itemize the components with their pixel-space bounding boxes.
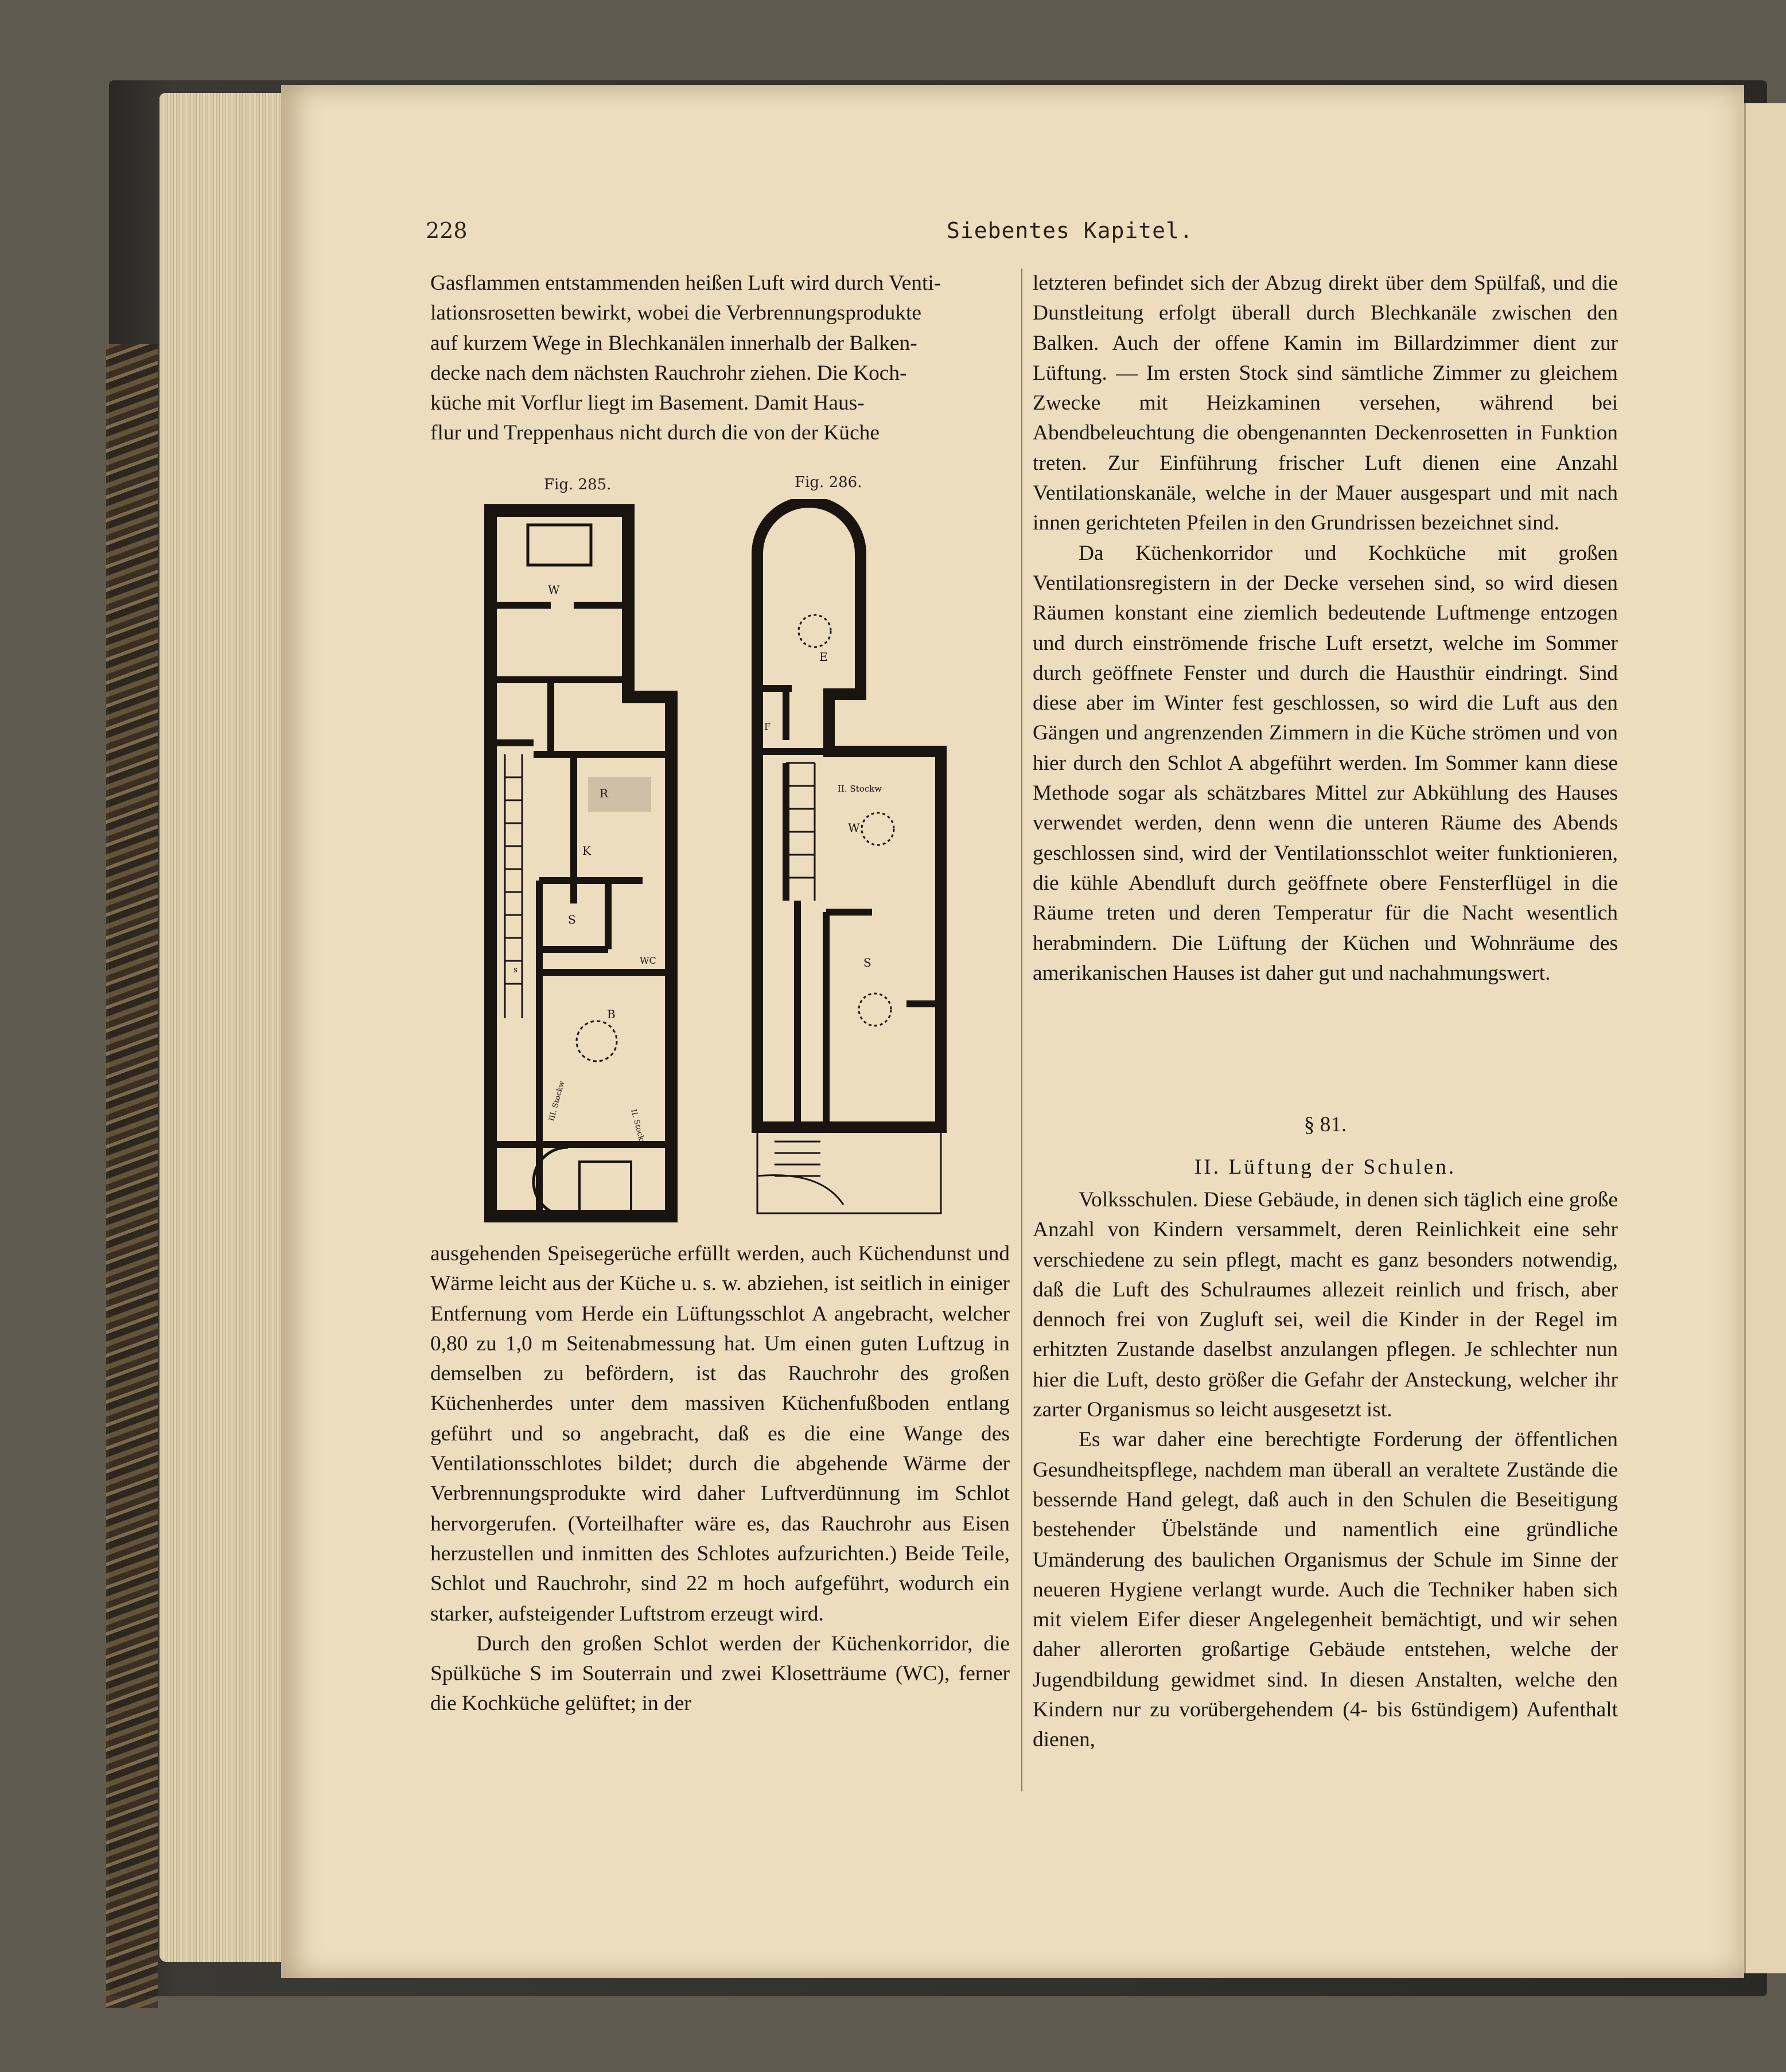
section-number: § 81.: [1303, 1113, 1347, 1136]
figure-286-caption: Fig. 286.: [795, 474, 862, 491]
right-column-top: [1033, 268, 1618, 988]
running-head: Siebentes Kapitel.: [947, 218, 1193, 243]
room-label: S: [863, 956, 871, 969]
room-label: W: [848, 821, 860, 835]
room-label: S: [568, 913, 576, 926]
paragraph: letzteren befindet sich der Abzug direkt über dem Spülfaß, und die Dunstleitung erfolgt überall durch Blechkanäle zwischen den Balken. Auch der offene Kamin im Billardzimmer dient zur Lüftung. — Im ersten Stock sind sämtliche Zimmer zu gleichem Zwecke mit Heizkaminen versehen, während bei Abendbeleuchtung die obengenannten Deckenrosetten in Funktion treten. Zur Einführung frischer Luft dienen eine Anzahl Ventilationskanäle, welche in der Mauer ausgespart und mit nach innen gerichteten Pfeilen in den Grundrissen bezeichnet sind.: [1033, 271, 1618, 535]
text-line: lationsrosetten bewirkt, wobei die Verbrennungsprodukte: [430, 301, 921, 325]
floor-plan-fig-285: [482, 502, 688, 1233]
text-line: Gasflammen entstammenden heißen Luft wird durch Venti-: [430, 271, 941, 295]
facing-page-edge: [1744, 103, 1786, 1973]
text-line: küche mit Vorflur liegt im Basement. Damit Haus-: [430, 391, 865, 415]
room-label: W: [548, 583, 560, 597]
right-column-bottom: [1033, 1185, 1618, 1755]
section-title: II. Lüftung der Schulen.: [1194, 1155, 1457, 1179]
paragraph: Volksschulen. Diese Gebäude, in denen sich täglich eine große Anzahl von Kindern versammelt, deren Reinlichkeit eine sehr verschiedene zu sein pflegt, macht es ganz besonders notwendig, daß die Luft des Schulraumes allezeit reinlich und frisch, aber dennoch frei von Zugluft sei, weil die Kinder in der Regel im erhitzten Zustande daselbst anzulangen pflegen. Je schlechter nun hier die Luft, desto größer die Gefahr der Ansteckung, welcher ihr zarter Organismus so leicht ausgesetzt ist.: [1033, 1188, 1618, 1422]
floor-label: II. Stockw: [629, 1108, 647, 1148]
floor-label: III. Stockw: [547, 1080, 567, 1123]
paragraph: Durch den großen Schlot werden der Küchenkorridor, die Spülküche S im Souterrain und zwei Klosetträume (WC), ferner die Kochküche gelüftet; in der: [430, 1631, 1010, 1716]
room-label: B: [607, 1007, 616, 1021]
column-rule: [1021, 268, 1022, 1791]
room-label: s: [513, 965, 518, 975]
floor-label: II. Stockw: [838, 784, 882, 794]
left-column-bottom: [430, 1239, 1010, 1719]
paragraph: Es war daher eine berechtigte Forderung der öffentlichen Gesundheitspflege, nachdem man überall an veraltete Zustände die bessernde Hand gelegt, daß auch in den Schulen die Beseitigung bestehender Übelstände und namentlich eine gründliche Umänderung des baulichen Organismus der Schule im Sinne der neueren Hygiene verlangt wurde. Auch die Techniker haben sich mit vielem Eifer dieser Angelegenheit bemächtigt, und wir sehen daher allerorten großartige Gebäude entstehen, welche der Jugendbildung gewidmet sind. In diesen Anstalten, welche den Kindern nur zu vorübergehendem (4- bis 6stündigem) Aufenthalt dienen,: [1033, 1428, 1618, 1752]
page-edges: [159, 93, 291, 1962]
text-line: auf kurzem Wege in Blechkanälen innerhalb der Balken-: [430, 331, 917, 355]
section-heading: [1033, 1110, 1618, 1183]
room-label: WC: [640, 955, 656, 966]
text-line: flur und Treppenhaus nicht durch die von der Küche: [430, 421, 880, 445]
figure-285-caption: Fig. 285.: [544, 476, 612, 493]
room-label: R: [600, 786, 609, 800]
room-label: F: [764, 721, 771, 732]
left-column-top: [430, 268, 1010, 449]
marbled-cover-edge: [106, 344, 158, 2008]
text-line: decke nach dem nächsten Rauchrohr ziehen. Die Koch-: [430, 361, 907, 385]
page-number: 228: [426, 218, 468, 243]
room-label: K: [582, 844, 591, 858]
floor-plan-fig-286: [752, 499, 947, 1222]
paragraph: ausgehenden Speisegerüche erfüllt werden, auch Küchendunst und Wärme leicht aus der Küche u. s. w. abziehen, ist seitlich in einiger Entfernung vom Herde ein Lüftungsschlot A angebracht, welcher 0,80 zu 1,0 m Seitenabmessung hat. Um einen guten Luftzug in demselben zu befördern, ist das Rauchrohr des großen Küchenherdes unter dem massiven Küchenfußboden entlang geführt und so angebracht, daß es die eine Wange des Ventilationsschlotes bildet; durch die abgehende Wärme der Verbrennungsprodukte wird daher Luftverdünnung im Schlot hervorgerufen. (Vorteilhafter wäre es, das Rauchrohr aus Eisen herzustellen und inmitten des Schlotes aufzurichten.) Beide Teile, Schlot und Rauchrohr, sind 22 m hoch aufgeführt, wodurch ein starker, aufsteigender Luftstrom erzeugt wird.: [430, 1242, 1010, 1626]
room-label: E: [819, 650, 828, 664]
paragraph: Da Küchenkorridor und Kochküche mit großen Ventilationsregistern in der Decke versehen sind, so wird diesen Räumen konstant eine ziemlich bedeutende Luftmenge entzogen und durch einströmende frische Luft ersetzt, welche im Sommer durch geöffnete Fenster und durch die Hausthür eindringt. Sind diese aber im Winter fest geschlossen, so wird die Luft aus den Gängen und angrenzenden Zimmern in die Küche strömen und von hier durch den Schlot A abgeführt werden. Im Sommer kann diese Methode sogar als schätzbares Mittel zur Abkühlung des Hauses verwendet werden, denn wenn die unteren Räume des Abends geschlossen sind, wird der Ventilationsschlot weiter funktionieren, die kühle Abendluft durch geöffnete obere Fensterflügel in die Räume treten und deren Temperatur für die Nacht wesentlich herabmindern. Die Lüftung der Küchen und Wohnräume des amerikanischen Hauses ist daher gut und nachahmungswert.: [1033, 541, 1618, 985]
